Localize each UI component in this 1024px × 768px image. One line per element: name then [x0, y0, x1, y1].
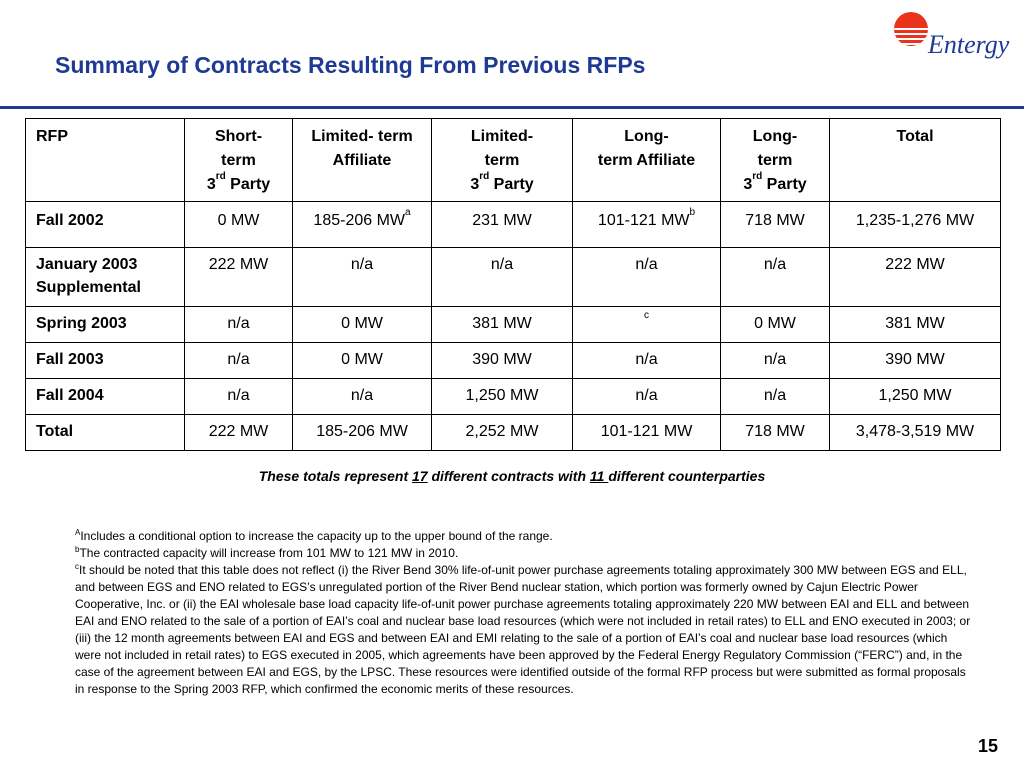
table-cell: 1,250 MW — [432, 379, 573, 415]
contracts-table — [25, 118, 1001, 451]
footnote-a: $^A$Includes a conditional option to increase the capacity up to the upper bound of the range. — [75, 528, 553, 543]
footnotes — [75, 528, 975, 698]
table-cell: n/a — [721, 343, 830, 379]
table-cell: n/a — [721, 248, 830, 307]
header-rfp: RFP — [26, 119, 185, 202]
title-divider — [0, 106, 1024, 109]
table-cell: 381 MW — [432, 307, 573, 343]
header-long-term-affiliate: Long- term Affiliate — [573, 119, 721, 202]
row-label: Fall 2003 — [26, 343, 185, 379]
row-label: Fall 2002 — [26, 202, 185, 248]
table-cell: n/a — [185, 379, 293, 415]
header-long-term-3rd-party: Long- term 3rd Party — [721, 119, 830, 202]
table-cell: n/a — [573, 248, 721, 307]
row-label: Total — [26, 415, 185, 451]
table-cell: 390 MW — [432, 343, 573, 379]
row-label: Fall 2004 — [26, 379, 185, 415]
table-cell: 718 MW — [721, 415, 830, 451]
table-cell: n/a — [573, 379, 721, 415]
table-cell: c — [573, 307, 721, 343]
table-row — [26, 343, 1001, 379]
table-cell: 718 MW — [721, 202, 830, 248]
table-cell: 390 MW — [830, 343, 1001, 379]
table-cell: 222 MW — [185, 248, 293, 307]
footnote-c: $^c$It should be noted that this table does not reflect (i) the River Bend 30% life-of-unit power purchase agreements totaling approximately 300 MW between EGS and ELL, and between EGS and ENO related to EGS’s unregulated portion of the River Bend nuclear station, which portion was formerly owned by Cajun Electric Power Cooperative, Inc. or (ii) the EAI wholesale base load capacity life-of-unit power purchase agreements totaling approximately 220 MW between EAI and ELL and between EAI and ENO related to the sale of a portion of EAI’s coal and nuclear base load resources (which were not included in retail rates) to ELL and ENO executed in 2003; or (iii) the 12 month agreements between EAI and EGS and between EAI and EMI relating to the sale of a portion of EAI’s coal and nuclear base load resources (which were not included in retail rates) to EGS executed in 2005, which agreements have been approved by the Federal Energy Regulatory Commission (“FERC”) and, in the case of the agreement between EAI and EGS, by the LPSC. These resources were identified outside of the formal RFP process but were submitted as formal proposals in response to the Spring 2003 RFP, which confirmed the economic merits of these resources. — [75, 562, 971, 696]
table-cell: 2,252 MW — [432, 415, 573, 451]
contracts-count: 17 — [412, 468, 428, 484]
table-cell: n/a — [185, 343, 293, 379]
table-cell: n/a — [721, 379, 830, 415]
table-cell: 222 MW — [830, 248, 1001, 307]
table-cell: n/a — [293, 248, 432, 307]
table-cell: n/a — [573, 343, 721, 379]
page-title: Summary of Contracts Resulting From Previous RFPs — [55, 52, 646, 78]
row-label: Spring 2003 — [26, 307, 185, 343]
table-cell: 3,478-3,519 MW — [830, 415, 1001, 451]
table-cell: n/a — [185, 307, 293, 343]
counterparties-count: 11 — [589, 468, 609, 484]
header-total: Total — [830, 119, 1001, 202]
contracts-summary: These totals represent 17 different contracts with 11 different counterparties — [258, 468, 766, 484]
table-cell: 0 MW — [185, 202, 293, 248]
table-cell: n/a — [293, 379, 432, 415]
table-cell: 231 MW — [432, 202, 573, 248]
logo-wordmark: Entergy — [928, 30, 1010, 59]
table-cell: 0 MW — [293, 307, 432, 343]
table-row — [26, 379, 1001, 415]
table-row — [26, 307, 1001, 343]
table-cell: 222 MW — [185, 415, 293, 451]
table-row — [26, 248, 1001, 307]
table-cell: n/a — [432, 248, 573, 307]
table-cell: 101-121 MW — [573, 415, 721, 451]
table-cell: 185-206 $MW^a$ — [293, 202, 432, 248]
table-row — [26, 415, 1001, 451]
table-cell: 1,250 MW — [830, 379, 1001, 415]
header-limited-term-affiliate: Limited- term Affiliate — [293, 119, 432, 202]
header-short-term-3rd-party: Short- term 3rd Party — [185, 119, 293, 202]
entergy-logo — [890, 12, 1010, 67]
row-label: January 2003 Supplemental — [26, 248, 185, 307]
table-cell: 1,235-1,276 MW — [830, 202, 1001, 248]
sun-logo-icon — [894, 12, 928, 46]
table-cell: 101-121 $MW^b$ — [573, 202, 721, 248]
table-cell: 0 MW — [293, 343, 432, 379]
table-row — [26, 202, 1001, 248]
table-header-row — [26, 119, 1001, 202]
table-cell: 185-206 MW — [293, 415, 432, 451]
page-number: 15 — [978, 736, 999, 756]
table-cell: 0 MW — [721, 307, 830, 343]
footnote-b: $^b$The contracted capacity will increase from 101 MW to 121 MW in 2010. — [75, 545, 459, 560]
header-limited-term-3rd-party: Limited- term 3rd Party — [432, 119, 573, 202]
table-cell: 381 MW — [830, 307, 1001, 343]
